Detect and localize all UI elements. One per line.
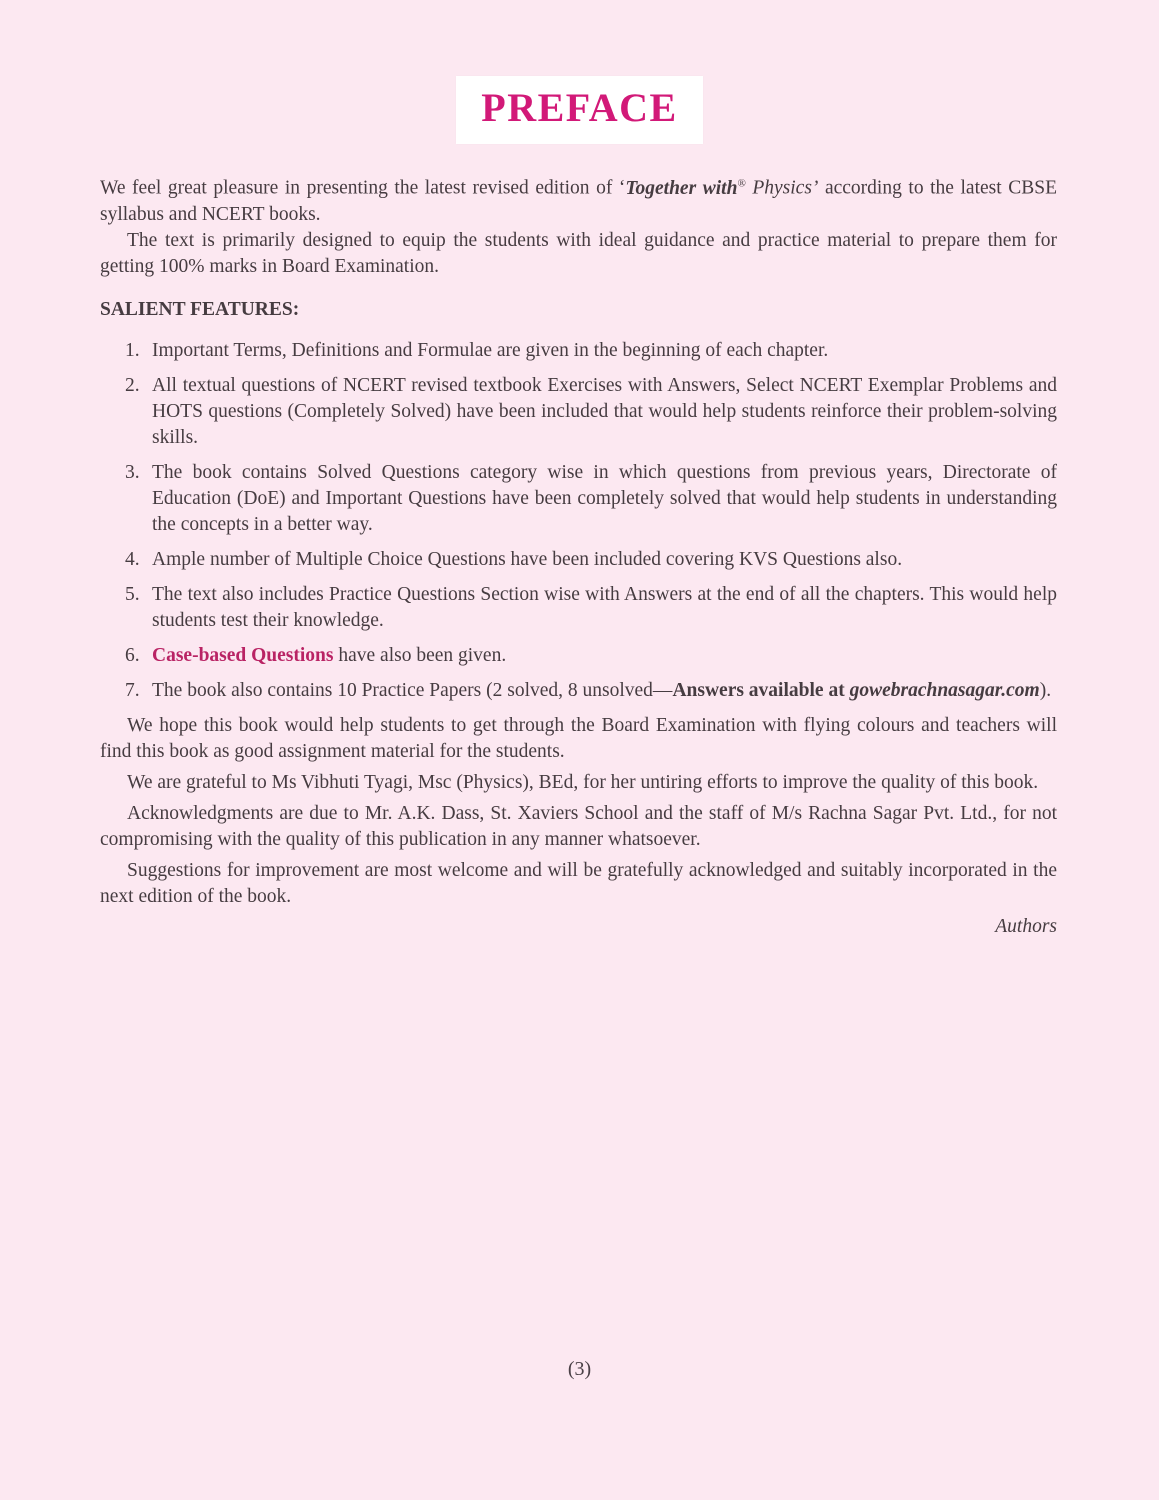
feature-text bbox=[152, 678, 1057, 704]
salient-features-list bbox=[100, 338, 1057, 704]
salient-features-heading: SALIENT FEATURES: bbox=[100, 298, 300, 320]
feature-item-7 bbox=[100, 678, 1057, 704]
feature-item-1 bbox=[100, 338, 1057, 364]
feature-6-text: have also been given. bbox=[333, 644, 507, 666]
feature-number: 6. bbox=[125, 644, 140, 666]
brand-name-together-with: Together with® bbox=[625, 177, 746, 199]
feature-item-4 bbox=[100, 547, 1057, 573]
feature-item-2 bbox=[100, 373, 1057, 451]
case-based-questions-highlight: Case-based Questions bbox=[152, 644, 334, 666]
registered-trademark-symbol: ® bbox=[737, 177, 746, 189]
feature-text: All textual questions of NCERT revised textbook Exercises with Answers, Select NCERT Exemplar Problems and HOTS questions (Completely Solved) have been included that would help students reinforce their problem-solving skills. bbox=[152, 374, 1057, 448]
feature-text: Ample number of Multiple Choice Questions have been included covering KVS Questions also. bbox=[152, 548, 903, 570]
intro-p1-pre: We feel great pleasure in presenting the latest revised edition of ‘ bbox=[100, 177, 626, 199]
feature-number: 7. bbox=[125, 679, 140, 701]
feature-number: 5. bbox=[125, 583, 140, 605]
preface-title-box bbox=[456, 76, 703, 144]
answers-available-bold: Answers available at bbox=[672, 679, 850, 701]
feature-7-closing: ). bbox=[1039, 679, 1052, 701]
book-title-physics: Physics’ bbox=[745, 177, 819, 199]
feature-item-3 bbox=[100, 460, 1057, 538]
closing-paragraph-2: We are grateful to Ms Vibhuti Tyagi, Msc (Physics), BEd, for her untiring efforts to improve the quality of this book. bbox=[127, 771, 1039, 793]
website-gowebrachnasagar: gowebrachnasagar.com bbox=[849, 679, 1040, 701]
closing-paragraph-3: Acknowledgments are due to Mr. A.K. Dass, St. Xaviers School and the staff of M/s Rachna Sagar Pvt. Ltd., for not compromising with the quality of this publication in any manner whatsoever. bbox=[100, 802, 1057, 850]
intro-paragraph-1 bbox=[100, 170, 1057, 228]
intro-p1-post: according to the latest CBSE syllabus and NCERT books. bbox=[100, 177, 1057, 225]
feature-item-5 bbox=[100, 582, 1057, 634]
feature-7-text: The book also contains 10 Practice Papers (2 solved, 8 unsolved— bbox=[152, 679, 673, 701]
page-title: PREFACE bbox=[481, 85, 678, 130]
feature-text: Important Terms, Definitions and Formulae are given in the beginning of each chapter. bbox=[152, 339, 829, 361]
closing-paragraph-1: We hope this book would help students to get through the Board Examination with flying colours and teachers will find this book as good assignment material for the students. bbox=[100, 714, 1057, 762]
feature-text: The book contains Solved Questions category wise in which questions from previous years, Directorate of Education (DoE) and Important Questions have been completely solved that would help students in understanding the concepts in a better way. bbox=[152, 461, 1057, 535]
feature-text: The text also includes Practice Questions Section wise with Answers at the end of all the chapters. This would help students test their knowledge. bbox=[152, 583, 1057, 631]
closing-paragraph-4: Suggestions for improvement are most welcome and will be gratefully acknowledged and suitably incorporated in the next edition of the book. bbox=[100, 859, 1057, 907]
feature-number: 3. bbox=[125, 461, 140, 483]
intro-paragraph-2: The text is primarily designed to equip the students with ideal guidance and practice material to prepare them for getting 100% marks in Board Examination. bbox=[100, 229, 1057, 277]
feature-item-6 bbox=[100, 643, 1057, 669]
feature-number: 2. bbox=[125, 374, 140, 396]
authors-signature: Authors bbox=[995, 915, 1057, 937]
feature-text bbox=[152, 643, 1057, 669]
feature-number: 1. bbox=[125, 339, 140, 361]
feature-number: 4. bbox=[125, 548, 140, 570]
page-content bbox=[100, 170, 1057, 940]
page-number: (3) bbox=[567, 1358, 592, 1380]
